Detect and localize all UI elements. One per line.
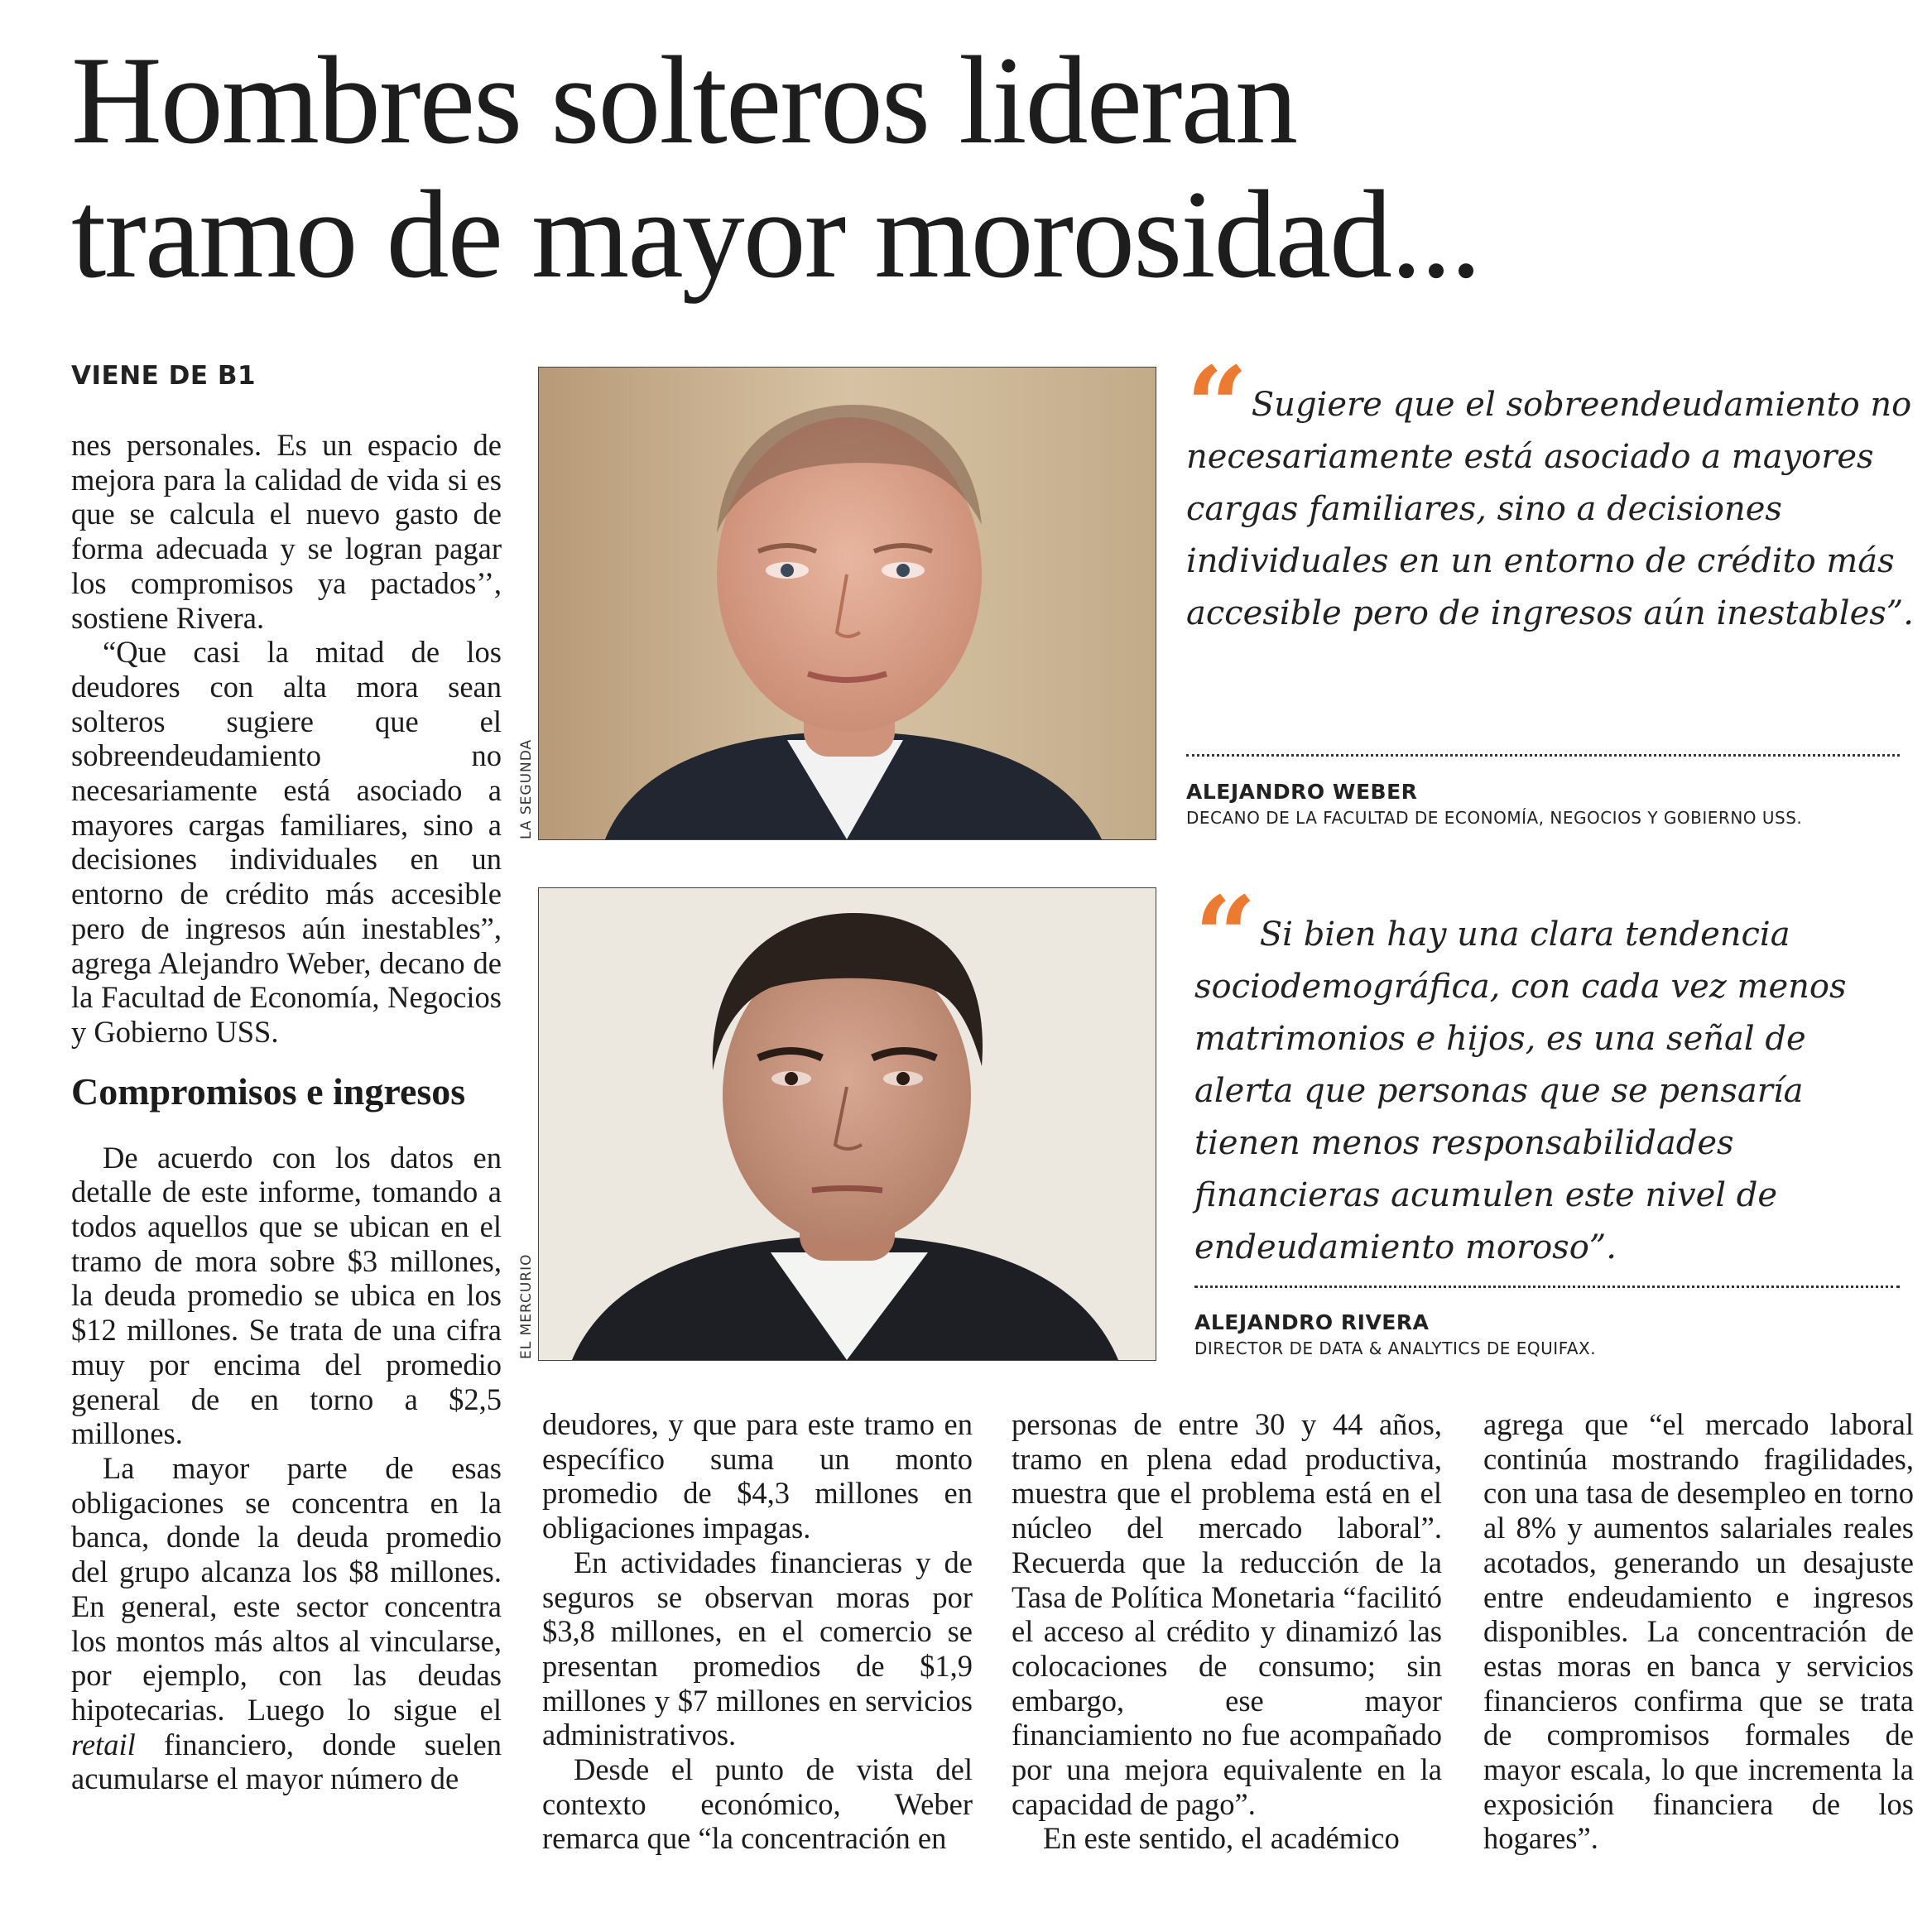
- paragraph: personas de entre 30 y 44 años, tramo en plena edad productiva, muestra que el problema está en el núcleo del mercado laboral”. Recuerda que la reducción de la Tasa de Política Monetaria “facilitó el acceso al crédito y dinamizó las colocaciones de consumo; sin embargo, ese mayor financiamiento no fue acompañado por una mejora equivalente en la capacidad de pago”.: [1012, 1407, 1442, 1821]
- paragraph-text: financiero, donde suelen acumularse el mayor número de: [71, 1727, 502, 1796]
- pull-quote-text: Si bien hay una clara tendencia sociodemográfica, con cada vez menos matrimonios e hijos, es una señal de alerta que personas que se pensaría tienen menos responsabilidades financieras acumulen este nivel de endeudamiento moroso”.: [1194, 916, 1847, 1266]
- article-column-4: [1483, 1407, 1914, 1856]
- portrait-photo-icon: [539, 368, 1156, 839]
- article-column-3: [1012, 1407, 1442, 1856]
- divider: [1186, 754, 1900, 757]
- quote-author-role: DIRECTOR DE DATA & ANALYTICS DE EQUIFAX.: [1194, 1338, 1597, 1358]
- paragraph: [71, 1451, 502, 1796]
- paragraph: agrega que “el mercado laboral continúa mostrando fragilidades, con una tasa de desempleo en torno al 8% y aumentos salariales reales acotados, generando un desajuste entre endeudamiento e ingresos disponibles. La concentración de estas moras en banca y servicios financieros confirma que se trata de compromisos formales de mayor escala, lo que incrementa la exposición financiera de los hogares”.: [1483, 1407, 1914, 1856]
- portrait-photo-icon: [539, 888, 1156, 1360]
- article-column-2: [542, 1407, 973, 1856]
- paragraph: “Que casi la mitad de los deudores con alta mora sean solteros sugiere que el sobreendeudamiento no necesariamente está asociado a mayores cargas familiares, sino a decisiones individuales en un entorno de crédito más accesible pero de ingresos aún inestables”, agrega Alejandro Weber, decano de la Facultad de Economía, Negocios y Gobierno USS.: [71, 635, 502, 1049]
- paragraph-text: La mayor parte de esas obligaciones se concentra en la banca, donde la deuda promedio del grupo alcanza los $8 millones. En general, este sector concentra los montos más altos al vincularse, por ejemplo, con las deudas hipotecarias. Luego lo sigue el: [71, 1450, 502, 1727]
- pull-quote-text: Sugiere que el sobreendeudamiento no necesariamente está asociado a mayores cargas familiares, sino a decisiones individuales en un entorno de crédito más accesible pero de ingresos aún inestables”.: [1186, 386, 1914, 632]
- quote-author-role: DECANO DE LA FACULTAD DE ECONOMÍA, NEGOCIOS Y GOBIERNO USS.: [1186, 808, 1803, 828]
- paragraph: Desde el punto de vista del contexto económico, Weber remarca que “la concentración en: [542, 1752, 973, 1856]
- pull-quote-1: [1186, 343, 1915, 640]
- paragraph: En actividades financieras y de seguros se observan moras por $3,8 millones, en el comercio se presentan promedios de $1,9 millones y $7 millones en servicios administrativos.: [542, 1545, 973, 1752]
- quote-mark-icon: “: [1194, 872, 1250, 999]
- portrait-photo-weber: [538, 367, 1156, 840]
- quote-mark-icon: “: [1186, 343, 1242, 469]
- headline-line-2: tramo de mayor morosidad...: [71, 165, 1481, 304]
- quote-author-name: ALEJANDRO WEBER: [1186, 780, 1418, 804]
- paragraph: nes personales. Es un espacio de mejora para la calidad de vida si es que se calcula el nuevo gasto de forma adecuada y se logran pagar los compromisos ya pactados’’, sostiene Rivera.: [71, 428, 502, 635]
- paragraph: deudores, y que para este tramo en específico suma un monto promedio de $4,3 millones en obligaciones impagas.: [542, 1407, 973, 1545]
- photo-credit: EL MERCURIO: [518, 1253, 535, 1359]
- paragraph: En este sentido, el académico: [1043, 1821, 1400, 1856]
- article-column-1: [71, 428, 502, 1796]
- paragraph: De acuerdo con los datos en detalle de este informe, tomando a todos aquellos que se ubican en el tramo de mora sobre $3 millones, la deuda promedio se ubica en los $12 millones. Se trata de una cifra muy por encima del promedio general de en torno a $2,5 millones.: [71, 1140, 502, 1451]
- italic-term: retail: [71, 1727, 136, 1761]
- headline: [71, 31, 1892, 304]
- pull-quote-2: [1194, 872, 1915, 1274]
- portrait-photo-rivera: [538, 887, 1156, 1361]
- photo-credit: LA SEGUNDA: [518, 738, 535, 839]
- divider: [1194, 1286, 1900, 1288]
- section-subhead: Compromisos e ingresos: [71, 1069, 466, 1113]
- kicker: VIENE DE B1: [71, 361, 257, 391]
- headline-line-1: Hombres solteros lideran: [71, 31, 1297, 170]
- quote-author-name: ALEJANDRO RIVERA: [1194, 1310, 1430, 1334]
